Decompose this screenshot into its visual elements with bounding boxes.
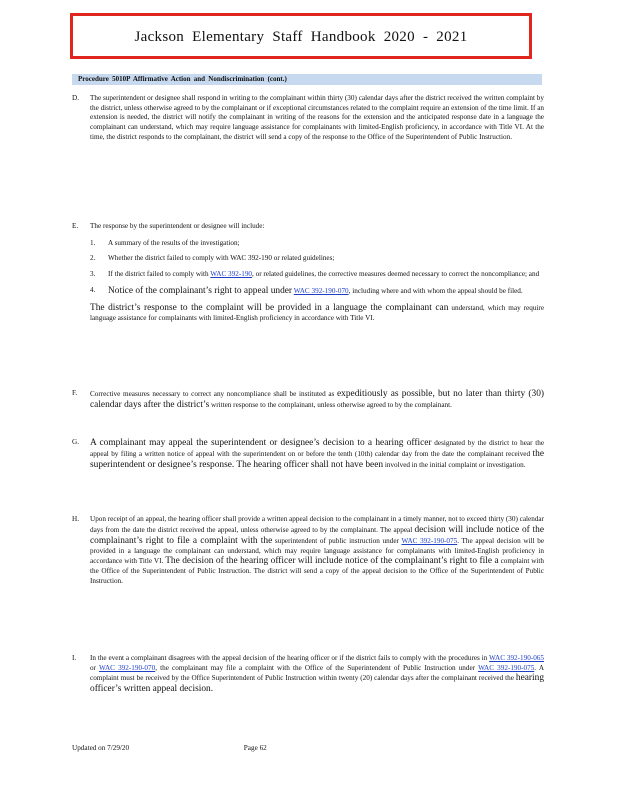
section-i-line: , the complainant may file a complaint with the Office of the Superintendent of Public Instruction under bbox=[155, 663, 479, 672]
section-g-line-large: the superintendent or designee’s response. The hearing officer shall not have been bbox=[90, 449, 545, 470]
wac-link[interactable]: WAC 392-190-070 bbox=[293, 286, 349, 295]
section-i-line-large: hearing officer’s written appeal decision. bbox=[90, 673, 545, 695]
section-i-text bbox=[90, 654, 544, 695]
section-f-line: Corrective measures necessary to correct any noncompliance shall be instituted as bbox=[90, 390, 335, 398]
section-f-line: written response to the complainant, unless otherwise agreed to by the complainant. bbox=[211, 401, 452, 409]
list-item-text: Whether the district failed to comply with WAC 392-190 or related guidelines; bbox=[108, 254, 335, 263]
section-letter: D. bbox=[72, 94, 79, 102]
wac-link[interactable]: WAC 392-190 bbox=[210, 270, 253, 279]
procedure-header-bar: Procedure 5010P Affirmative Action and Nondiscrimination (cont.) bbox=[72, 74, 542, 85]
list-number: 2. bbox=[90, 254, 96, 263]
closing-text-large: The district’s response to the complaint will be provided in a language the complainant can bbox=[90, 302, 449, 313]
section-h-text bbox=[90, 515, 544, 587]
section-g-line-large: A complainant may appeal the superintendent or designee’s decision to a hearing officer bbox=[90, 438, 432, 448]
list-item bbox=[90, 239, 544, 249]
section-letter: I. bbox=[72, 654, 77, 662]
section-d bbox=[72, 94, 544, 143]
section-e bbox=[72, 222, 544, 324]
section-f bbox=[72, 389, 544, 411]
wac-link[interactable]: WAC 392-190-075 bbox=[478, 663, 535, 672]
list-item-text: Notice of the complainant’s right to appeal under bbox=[108, 285, 293, 296]
section-e-closing bbox=[90, 303, 544, 324]
list-number: 1. bbox=[90, 238, 96, 247]
section-h-line: superintendent of public instruction under bbox=[274, 536, 402, 545]
handbook-title-box bbox=[70, 13, 532, 59]
section-h-line: . The appeal decision will be provided in a language the complainant can understand, which may require language assistance for complainants with limited-English proficiency in accordance with Title VI. bbox=[90, 536, 545, 566]
section-h-line-large: decision will include notice of the complainant’s right to file a complaint with the bbox=[90, 524, 544, 546]
section-letter: H. bbox=[72, 515, 79, 523]
section-f-text bbox=[90, 389, 544, 411]
section-e-intro: The response by the superintendent or designee will include: bbox=[90, 222, 265, 230]
list-item bbox=[90, 286, 544, 297]
list-item bbox=[90, 270, 544, 280]
wac-link[interactable]: WAC 392-190-075 bbox=[401, 536, 458, 545]
section-g-text bbox=[90, 438, 544, 471]
wac-link[interactable]: WAC 392-190-065 bbox=[489, 654, 544, 662]
section-i bbox=[72, 654, 544, 695]
section-i-line: . A complaint must be received by the Office Superintendent of Public Instruction within twenty (20) calendar days after the complainant received the bbox=[90, 663, 545, 683]
section-h-line: Upon receipt of an appeal, the hearing officer shall provide a written appeal decision to the complainant in a timely manner, not to exceed thirty (30) calendar days from the date the district received the appeal, unless otherwise agreed to by the complainant. The appeal bbox=[90, 515, 544, 534]
section-g-line: designated by the district to hear the appeal by filing a written notice of appeal with the superintendent on or before the tenth (10th) calendar day from the date the complainant received bbox=[90, 439, 545, 458]
list-item-text: If the district failed to comply with bbox=[108, 270, 211, 279]
handbook-title: Jackson Elementary Staff Handbook 2020 - 2021 bbox=[134, 29, 468, 45]
section-i-line: In the event a complainant disagrees with the appeal decision of the hearing officer or if the district fails to comply with the procedures in bbox=[90, 654, 490, 662]
section-h bbox=[72, 515, 544, 587]
list-item bbox=[90, 254, 544, 264]
section-g bbox=[72, 438, 544, 471]
wac-link[interactable]: WAC 392-190-070 bbox=[98, 663, 156, 672]
section-g-line: involved in the initial complaint or investigation. bbox=[384, 461, 526, 469]
closing-text: understand, which may require language assistance for complainants with limited-English proficiency in accordance with Title VI. bbox=[90, 303, 545, 322]
list-item-text: , including where and with whom the appeal should be filed. bbox=[348, 286, 523, 295]
list-number: 3. bbox=[90, 270, 96, 279]
section-letter: F. bbox=[72, 389, 78, 397]
list-number: 4. bbox=[90, 285, 96, 294]
section-letter: E. bbox=[72, 222, 79, 230]
section-h-line-large: The decision of the hearing officer will include notice of the complainant’s right to file a bbox=[165, 556, 499, 567]
section-f-line-large: expeditiously as possible, but no later than thirty (30) calendar days after the district’s bbox=[90, 389, 545, 410]
section-letter: G. bbox=[72, 438, 79, 446]
list-item-text: A summary of the results of the investigation; bbox=[108, 238, 240, 247]
page-footer bbox=[72, 744, 372, 752]
list-item-text: , or related guidelines, the corrective measures deemed necessary to correct the noncompliance; and bbox=[252, 270, 540, 279]
page-number: Page 62 bbox=[243, 744, 267, 752]
section-i-line: or bbox=[90, 663, 99, 672]
section-h-line: complaint with the Office of the Superintendent of Public Instruction. The district will send a copy of the appeal decision to the Office of the Superintendent of Public Instruction. bbox=[90, 557, 545, 586]
updated-date: Updated on 7/29/20 bbox=[72, 744, 130, 752]
section-d-text: The superintendent or designee shall respond in writing to the complainant within thirty (30) calendar days after the district received the written complaint by the district, unless otherwise agreed to by the complainant or if exceptional circumstances related to the complaint require an extension of the time limit. If an extension is needed, the district will notify the complainant in writing of the reasons for the extension and the anticipated response date in a language the complainant can understand, which may require language assistance for complainants with limited-English proficiency, in accordance with Title VI. At the time, the district responds to the complainant, the district will send a copy of the response to the Office of the Superintendent of Public Instruction. bbox=[90, 94, 544, 141]
